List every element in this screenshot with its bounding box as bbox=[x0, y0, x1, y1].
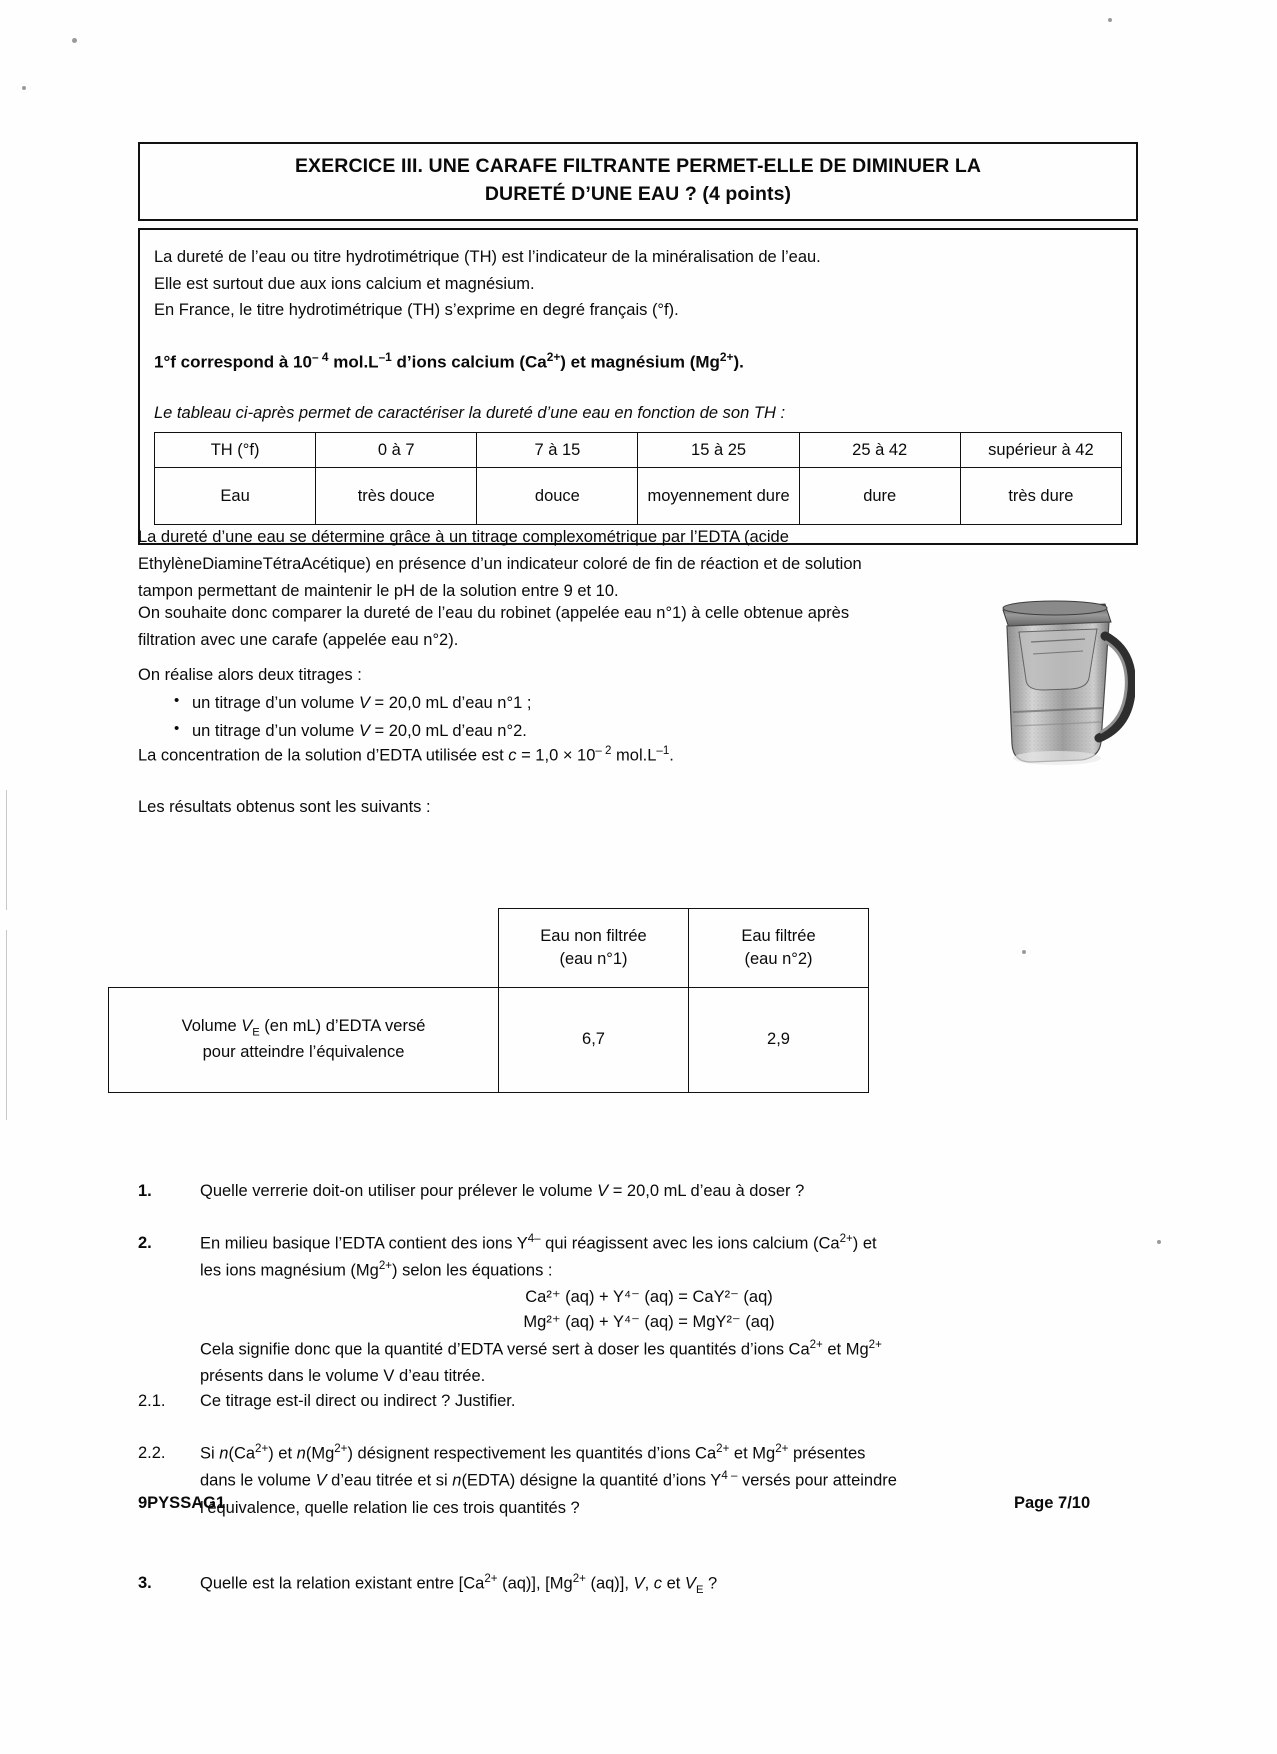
question-1-post: = 20,0 mL d’eau à doser ? bbox=[608, 1182, 805, 1200]
th-header-cell-4: 25 à 42 bbox=[799, 433, 960, 468]
th-body-cell-2: douce bbox=[477, 468, 638, 525]
question-2-1-number: 2.1. bbox=[138, 1392, 166, 1410]
question-2-2-number: 2.2. bbox=[138, 1444, 166, 1462]
question-2-number: 2. bbox=[138, 1234, 152, 1252]
question-2-line-2 bbox=[200, 1257, 1138, 1284]
th-table-caption: Le tableau ci-après permet de caractériser la dureté d’une eau en fonction de son TH : bbox=[154, 404, 786, 423]
titrages-intro: On réalise alors deux titrages : bbox=[138, 666, 362, 684]
th-header-cell-5: supérieur à 42 bbox=[960, 433, 1121, 468]
magnesium-charge: 2+ bbox=[719, 350, 734, 365]
results-label-variable: V bbox=[241, 1017, 253, 1036]
question-2-line-4: présents dans le volume V d’eau titrée. bbox=[200, 1367, 486, 1386]
q22-l1g: présentes bbox=[788, 1444, 866, 1463]
equation-calcium: Ca²⁺ (aq) + Y⁴⁻ (aq) = CaY²⁻ (aq) bbox=[525, 1287, 773, 1306]
intro-line-2: Elle est surtout due aux ions calcium et magnésium. bbox=[154, 274, 535, 293]
scan-margin-rule-top bbox=[6, 790, 7, 910]
q22-l2a: dans le volume bbox=[200, 1471, 316, 1490]
concentration-unit-exponent: –1 bbox=[656, 745, 670, 757]
question-1 bbox=[138, 1178, 1138, 1205]
th-body-cell-4: dure bbox=[799, 468, 960, 525]
question-1-text bbox=[200, 1178, 1138, 1205]
q22-l2d: versés pour atteindre bbox=[737, 1471, 897, 1490]
intro-line-3: En France, le titre hydrotimétrique (TH) s’exprime en degré français (°f). bbox=[154, 301, 679, 320]
q22-sup3: 2+ bbox=[716, 1443, 730, 1455]
concentration-exponent: – 2 bbox=[595, 745, 612, 757]
results-header-filtered bbox=[689, 909, 869, 988]
results-value-unfiltered: 6,7 bbox=[499, 988, 689, 1093]
question-1-number: 1. bbox=[138, 1182, 152, 1200]
th-body-cell-5: très dure bbox=[960, 468, 1121, 525]
results-header-unfiltered-line2: (eau n°1) bbox=[559, 950, 628, 968]
q22-line1 bbox=[200, 1440, 865, 1467]
conversion-statement bbox=[154, 348, 1122, 376]
intro-definition-box bbox=[138, 228, 1138, 545]
q22-sup4: 2+ bbox=[775, 1443, 789, 1455]
question-2-line-3 bbox=[200, 1336, 1138, 1363]
q22-sup1: 2+ bbox=[255, 1443, 269, 1455]
scan-margin-rule-bottom bbox=[6, 930, 7, 1120]
paragraph-compare-line-2: filtration avec une carafe (appelée eau n°2). bbox=[138, 630, 459, 649]
q2-line2-b: ) selon les équations : bbox=[392, 1261, 553, 1280]
conversion-exponent-2: –1 bbox=[378, 350, 392, 365]
list-item bbox=[192, 689, 1018, 717]
scan-speckle bbox=[1022, 950, 1026, 954]
q3-f: ? bbox=[703, 1574, 718, 1593]
results-header-unfiltered-line1: Eau non filtrée bbox=[540, 926, 647, 945]
conversion-pre: 1°f correspond à 10 bbox=[154, 352, 312, 372]
q3-b: (aq)], [Mg bbox=[497, 1574, 573, 1593]
q22-l1d: (Mg bbox=[305, 1444, 335, 1463]
question-2-2-line-2 bbox=[200, 1467, 1138, 1494]
q3-var-v: V bbox=[633, 1574, 645, 1593]
bullet-1-post: = 20,0 mL d’eau n°1 ; bbox=[369, 693, 532, 712]
q2-line2-sup: 2+ bbox=[378, 1260, 392, 1273]
conversion-post-2: ) et magnésium (Mg bbox=[560, 352, 720, 372]
paragraph-edta-line-1: La dureté d’une eau se détermine grâce à un titrage complexométrique par l’EDTA (acide bbox=[138, 528, 789, 546]
concentration-pre: La concentration de la solution d’EDTA utilisée est bbox=[138, 746, 509, 765]
q22-n-edta: n bbox=[452, 1471, 462, 1490]
titrages-list bbox=[138, 689, 1018, 746]
q22-sup-y: 4 – bbox=[721, 1470, 738, 1483]
calcium-charge: 2+ bbox=[546, 350, 561, 365]
bullet-1-variable: V bbox=[358, 693, 370, 712]
q3-e: et bbox=[661, 1574, 685, 1593]
question-2 bbox=[138, 1230, 1138, 1390]
q2-line3-sup: 2+ bbox=[809, 1338, 823, 1351]
q22-l1e: ) désignent respectivement les quantités d’ions Ca bbox=[347, 1444, 717, 1463]
q2-line1-a: En milieu basique l’EDTA contient des ions Y bbox=[200, 1234, 528, 1253]
q2-line3-sup2: 2+ bbox=[868, 1338, 882, 1351]
table-row bbox=[155, 468, 1122, 525]
footer-page-number: Page 7/10 bbox=[1014, 1494, 1091, 1512]
conversion-exponent: – 4 bbox=[311, 350, 329, 365]
water-filter-jug-photo bbox=[985, 592, 1135, 772]
q22-l1c: ) et bbox=[268, 1444, 297, 1463]
paragraph-compare bbox=[138, 600, 1018, 654]
results-row-label-line1 bbox=[113, 1015, 494, 1041]
question-2-line-1 bbox=[200, 1230, 1138, 1257]
scan-speckle bbox=[1108, 18, 1112, 22]
concentration-mid: = 1,0 × 10 bbox=[516, 746, 596, 765]
paragraph-edta-line-3: tampon permettant de maintenir le pH de la solution entre 9 et 10. bbox=[138, 581, 619, 600]
results-row-label-line2: pour atteindre l’équivalence bbox=[202, 1043, 405, 1062]
q2-line1-c: ) et bbox=[852, 1234, 877, 1253]
bullet-2-variable: V bbox=[358, 722, 370, 741]
conversion-post: d’ions calcium (Ca bbox=[391, 352, 547, 372]
results-label-post: (en mL) d’EDTA versé bbox=[259, 1017, 426, 1036]
table-row-header bbox=[109, 909, 869, 988]
concentration-unit: mol.L bbox=[611, 746, 657, 765]
question-1-pre: Quelle verrerie doit-on utiliser pour prélever le volume bbox=[200, 1182, 598, 1200]
q3-var-c: c bbox=[653, 1574, 662, 1593]
titration-results-table bbox=[108, 908, 869, 1093]
conversion-end: ). bbox=[733, 352, 744, 372]
carafe-illustration bbox=[985, 592, 1135, 772]
question-2-2 bbox=[138, 1440, 1138, 1522]
q3-a: Quelle est la relation existant entre [Ca bbox=[200, 1574, 485, 1593]
hardness-classification-table bbox=[154, 432, 1122, 525]
concentration-end: . bbox=[669, 746, 674, 765]
question-2-text bbox=[200, 1230, 1138, 1390]
results-label-pre: Volume bbox=[181, 1017, 242, 1036]
q2-line3-b: et Mg bbox=[822, 1340, 869, 1359]
results-corner-cell bbox=[109, 909, 499, 988]
exercise-title-box bbox=[138, 142, 1138, 221]
th-body-cell-0: Eau bbox=[155, 468, 316, 525]
q3-d: , bbox=[644, 1574, 654, 1593]
q22-sup2: 2+ bbox=[334, 1443, 348, 1455]
paragraph-concentration bbox=[138, 742, 1018, 769]
question-1-variable: V bbox=[597, 1182, 609, 1200]
th-header-cell-0: TH (°f) bbox=[155, 433, 316, 468]
paragraph-titrages bbox=[138, 662, 1018, 746]
th-body-cell-3: moyennement dure bbox=[638, 468, 799, 525]
q2-line1-b: qui réagissent avec les ions calcium (Ca bbox=[540, 1234, 840, 1253]
question-2-1 bbox=[138, 1388, 1138, 1415]
table-row-header bbox=[155, 433, 1122, 468]
results-header-filtered-line1: Eau filtrée bbox=[741, 926, 816, 945]
th-header-cell-1: 0 à 7 bbox=[316, 433, 477, 468]
results-value-filtered: 2,9 bbox=[689, 988, 869, 1093]
q22-var-v: V bbox=[315, 1471, 327, 1490]
results-header-unfiltered bbox=[499, 909, 689, 988]
q2-line3-a: Cela signifie donc que la quantité d’EDTA versé sert à doser les quantités d’ions Ca bbox=[200, 1340, 810, 1359]
th-body-cell-1: très douce bbox=[316, 468, 477, 525]
q3-c: (aq)], bbox=[585, 1574, 634, 1593]
paragraph-edta-line-2: EthylèneDiamineTétraAcétique) en présence d’un indicateur coloré de fin de réaction et de solution bbox=[138, 554, 862, 573]
paragraph-compare-line-1: On souhaite donc comparer la dureté de l’eau du robinet (appelée eau n°1) à celle obtenue après bbox=[138, 604, 850, 622]
q2-line2-a: les ions magnésium (Mg bbox=[200, 1261, 379, 1280]
q22-l2c: (EDTA) désigne la quantité d’ions Y bbox=[461, 1471, 722, 1490]
question-2-2-text bbox=[200, 1440, 1138, 1522]
q3-var-ve: V bbox=[684, 1574, 696, 1593]
q22-l1f: et Mg bbox=[729, 1444, 776, 1463]
exercise-title-line-1: EXERCICE III. UNE CARAFE FILTRANTE PERMET-ELLE DE DIMINUER LA bbox=[294, 155, 982, 177]
concentration-variable: c bbox=[508, 746, 517, 765]
question-3-number: 3. bbox=[138, 1574, 152, 1592]
question-2-2-line-3: l’équivalence, quelle relation lie ces trois quantités ? bbox=[200, 1498, 580, 1517]
results-table-wrapper bbox=[108, 908, 868, 1093]
scan-speckle bbox=[72, 38, 77, 43]
bullet-2-post: = 20,0 mL d’eau n°2. bbox=[369, 722, 527, 741]
q2-line1-sup2: 2+ bbox=[839, 1233, 853, 1245]
question-2-2-line-1 bbox=[200, 1440, 1138, 1467]
exercise-title-line-2: DURETÉ D’UNE EAU ? (4 points) bbox=[484, 182, 792, 205]
question-3-text bbox=[200, 1570, 1138, 1599]
scan-speckle bbox=[22, 86, 26, 90]
intro-line-1: La dureté de l’eau ou titre hydrotimétrique (TH) est l’indicateur de la minéralisation de l’eau. bbox=[154, 248, 821, 266]
equation-magnesium: Mg²⁺ (aq) + Y⁴⁻ (aq) = MgY²⁻ (aq) bbox=[523, 1313, 775, 1332]
q2-line1-sup: 4– bbox=[527, 1233, 541, 1245]
conversion-mid: mol.L bbox=[328, 352, 379, 372]
q22-n-ca: n bbox=[219, 1444, 229, 1463]
q22-l1a: Si bbox=[200, 1444, 220, 1463]
th-header-cell-2: 7 à 15 bbox=[477, 433, 638, 468]
results-header-filtered-line2: (eau n°2) bbox=[744, 950, 813, 968]
results-row-label bbox=[109, 988, 499, 1093]
results-label-subscript: E bbox=[252, 1026, 260, 1039]
q3-sub-e: E bbox=[695, 1583, 704, 1596]
q3-sup1: 2+ bbox=[484, 1573, 498, 1585]
question-2-1-text: Ce titrage est-il direct ou indirect ? Justifier. bbox=[200, 1392, 516, 1410]
scan-speckle bbox=[1157, 1240, 1161, 1244]
q22-l2b: d’eau titrée et si bbox=[326, 1471, 453, 1490]
question-3 bbox=[138, 1570, 1138, 1599]
q22-n-mg: n bbox=[296, 1444, 306, 1463]
footer-exam-code: 9PYSSAG1 bbox=[138, 1494, 226, 1512]
bullet-1-pre: un titrage d’un volume bbox=[192, 693, 359, 712]
q3-sup2: 2+ bbox=[572, 1573, 586, 1585]
table-row bbox=[109, 988, 869, 1093]
bullet-2-pre: un titrage d’un volume bbox=[192, 722, 359, 741]
th-header-cell-3: 15 à 25 bbox=[638, 433, 799, 468]
paragraph-results-intro: Les résultats obtenus sont les suivants : bbox=[138, 798, 431, 816]
q22-l1b: (Ca bbox=[228, 1444, 256, 1463]
